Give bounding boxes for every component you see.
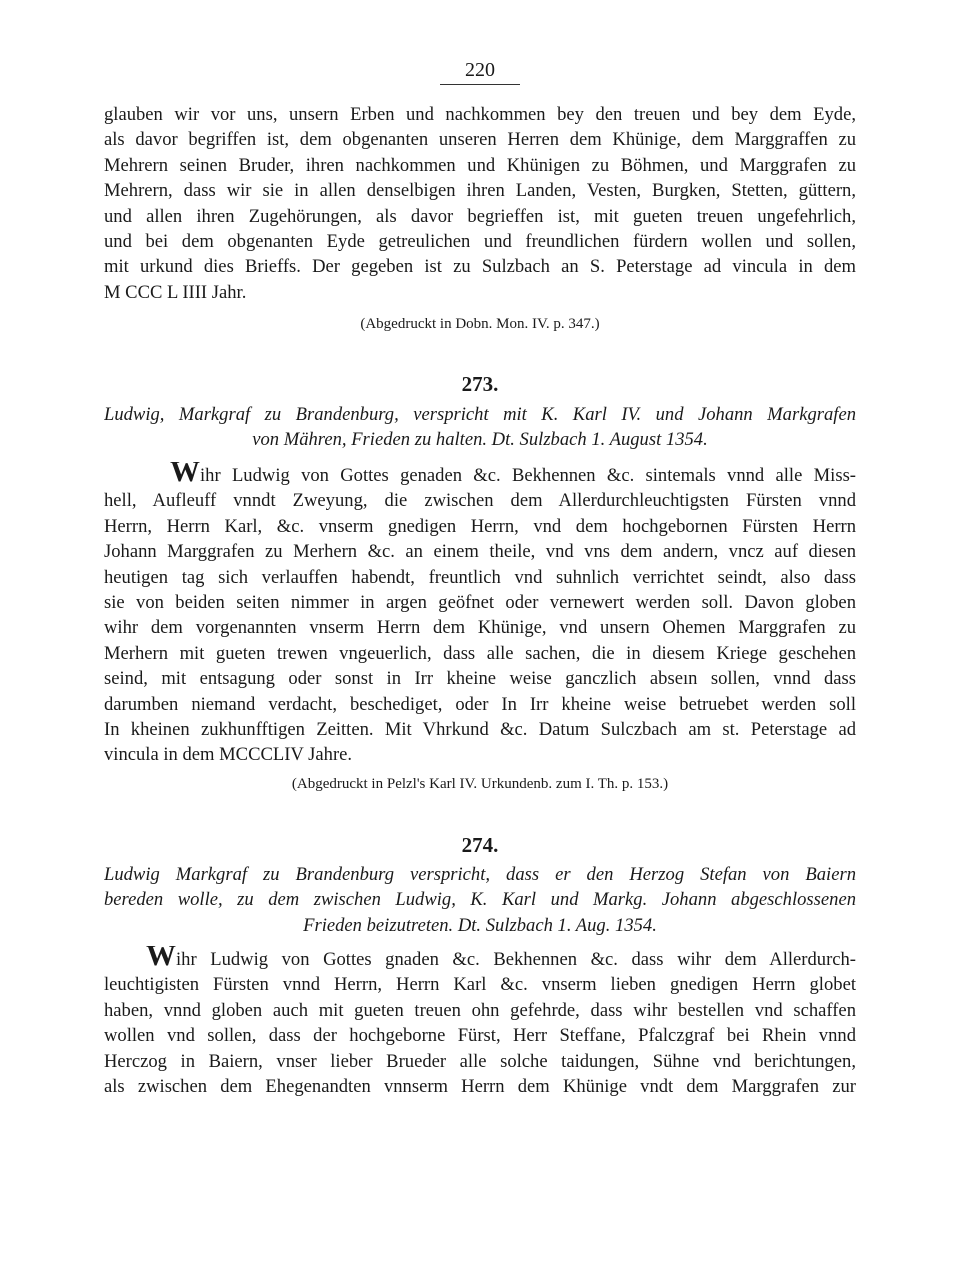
text-line: wihr dem vorgenannten vnserm Herrn dem Khünige, vnd unsern Ohemen Marggrafen zu (104, 617, 856, 639)
text-line: Merhern mit gueten trewen vngeuerlich, dass alle sachen, die in diesem Kriege geschehen (104, 642, 856, 664)
drop-cap: W (146, 946, 176, 972)
text-line: Mehrern, dass wir sie in allen denselbigen ihren Landen, Vesten, Burgken, Stetten, güttern, (104, 180, 856, 202)
first-line-text: ihr Ludwig von Gottes gnaden &c. Bekhennen &c. dass wihr dem Allerdurch- (176, 949, 856, 970)
text-line: als zwischen dem Ehegenandten vnnserm Herrn dem Khünige vndt dem Marggrafen zur (104, 1076, 856, 1098)
document-number-273: 273. (461, 372, 499, 396)
document-heading-274 (104, 862, 856, 938)
page-number-rule (440, 84, 520, 85)
text-line: seind, mit entsagung oder sonst in Irr kheine weise ganczlich abseın sollen, vnnd dass (104, 668, 856, 690)
heading-line: von Mähren, Frieden zu halten. Dt. Sulzbach 1. August 1354. (252, 429, 708, 451)
text-line: mit urkund dies Brieffs. Der gegeben ist zu Sulzbach an S. Peterstage ad vincula in dem (104, 256, 856, 278)
first-line-text: ihr Ludwig von Gottes genaden &c. Bekhennen &c. sintemals vnnd alle Miss- (200, 465, 856, 486)
text-line: Herczog in Baiern, vnser lieber Brueder alle solche taidungen, Sühne vnd berichtungen, (104, 1050, 856, 1072)
text-line: sie von beiden seiten nimmer in argen geöfnet oder vernewert werden soll. Davon globen (104, 592, 856, 614)
text-line: Mehrern seinen Bruder, ihren nachkommen und Khünigen zu Böhmen, und Marggrafen zu (104, 154, 856, 176)
source-citation: (Abgedruckt in Dobn. Mon. IV. p. 347.) (360, 316, 600, 332)
text-line: als davor begriffen ist, dem obgenanten unseren Herren dem Khünige, dem Marggraffen zu (104, 129, 856, 151)
text-line: glauben wir vor uns, unsern Erben und nachkommen bey den treuen und bey dem Eyde, (104, 104, 856, 125)
text-line: wollen vnd sollen, dass der hochgeborne Fürst, Herr Steffane, Pfalczgraf bei Rhein vnnd (104, 1025, 856, 1047)
source-citation-273: (Abgedruckt in Pelzl's Karl IV. Urkundenb. zum I. Th. p. 153.) (291, 776, 669, 792)
heading-line: Ludwig Markgraf zu Brandenburg verspricht, dass er den Herzog Stefan von Baiern (104, 864, 856, 885)
text-line: Herrn, Herrn Karl, &c. vnserm gnedigen Herrn, vnd dem hochgebornen Fürsten Herrn (104, 515, 856, 537)
text-line: heutigen tag sich verlauffen habendt, freuntlich vnd suhnlich verrichtet seindt, also dass (104, 566, 856, 588)
text-line: und allen ihren Zugehörungen, als davor begrieffen ist, mit gueten treuen ungefehrlich, (104, 205, 856, 227)
document-number-274: 274. (461, 833, 499, 857)
heading-line: Ludwig, Markgraf zu Brandenburg, verspricht mit K. Karl IV. und Johann Markgrafen (104, 404, 856, 425)
text-line: darumben niemand verdacht, beschediget, oder In Irr kheine weise betruebet werden soll (104, 693, 856, 715)
text-line: und bei dem obgenanten Eyde getreulichen und freundlichen fürdern wollen und sollen, (104, 231, 856, 253)
text-line: hell, Aufleuff vnndt Zweyung, die zwischen dem Allerdurchleuchtigsten Fürsten vnnd (104, 490, 856, 512)
heading-line: bereden wolle, zu dem zwischen Ludwig, K. Karl und Markg. Johann abgeschlossenen (104, 889, 856, 911)
text-line: M CCC L IIII Jahr. (104, 281, 247, 303)
first-line (104, 462, 856, 488)
drop-cap: W (170, 462, 200, 488)
document-body-274 (104, 946, 856, 1099)
continuation-paragraph (104, 102, 856, 305)
text-line: vincula in dem MCCCLIV Jahre. (104, 744, 353, 766)
document-heading-273 (104, 402, 856, 453)
text-line: In kheinen zukhunfftigen Zeitten. Mit Vhrkund &c. Datum Sulczbach am st. Peterstage ad (104, 719, 856, 741)
heading-line: Frieden beizutreten. Dt. Sulzbach 1. Aug. 1354. (303, 914, 657, 936)
document-body-273 (104, 462, 856, 768)
text-line: haben, vnnd globen auch mit gueten treuen ohn gefehrde, dass wihr bestellen vnd schaffen (104, 999, 856, 1021)
text-line: leuchtigisten Fürsten vnnd Herrn, Herrn Karl &c. vnserm lieben gnedigen Herrn globet (104, 974, 856, 996)
first-line (104, 946, 856, 972)
page-number: 220 (440, 58, 520, 85)
text-line: Johann Marggrafen zu Merhern &c. an einem theile, vnd vns dem andern, vncz auf diesen (104, 541, 856, 563)
